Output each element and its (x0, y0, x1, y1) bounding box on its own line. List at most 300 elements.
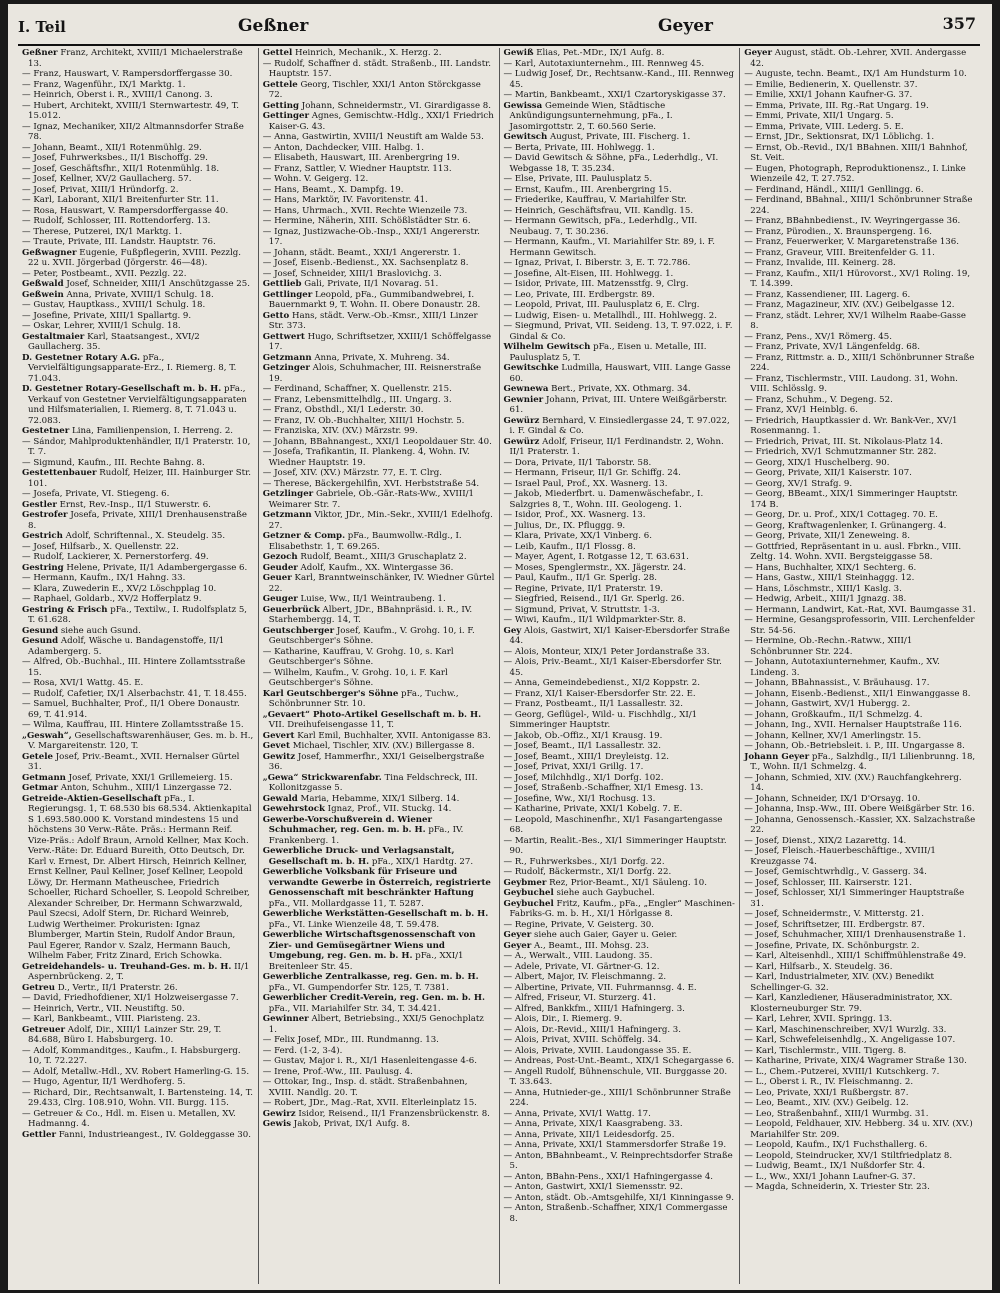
entry-text: — Rudolf, Bäckermstr., XI/1 Dorfg. 22. (503, 867, 672, 877)
directory-entry (744, 101, 976, 112)
entry-text: Alois, Gastwirt, XI/1 Kaiser-Ebersdorfer Straße 44. (509, 625, 730, 646)
entry-text: — Johann, Ing., XVII. Hernalser Hauptstraße 116. (744, 720, 962, 730)
entry-text: — Franz, Obsthdl., XI/1 Lederstr. 30. (262, 405, 424, 415)
entry-text: pFa., Baumwollw.-Rdlg., I. Elisabethstr. 1, T. 69.265. (268, 531, 462, 552)
directory-entry (263, 48, 495, 59)
directory-entry (744, 185, 976, 196)
entry-text: — Franz, Tischlermstr., VIII. Laudong. 31, Wohn. VIII. Schlösslg. 9. (744, 373, 958, 394)
directory-entry (744, 510, 976, 521)
directory-entry (744, 437, 976, 448)
directory-entry (744, 720, 976, 731)
directory-entry (744, 237, 976, 248)
entry-text: siehe auch Gaybuchel. (556, 888, 655, 898)
directory-entry (263, 279, 495, 290)
directory-entry (744, 132, 976, 143)
entry-text: pFa., VII. Mariahilfer Str. 34, T. 34.421. (268, 1003, 441, 1014)
directory-entry (504, 458, 736, 469)
entry-text: — Auguste, techn. Beamt., IX/1 Am Hundsturm 10. (744, 69, 967, 79)
directory-entry (22, 636, 254, 657)
directory-entry (504, 1130, 736, 1141)
entry-text: — Ferdinand, BBahnal., XIII/1 Schönbrunner Straße 224. (744, 195, 973, 216)
entry-text: — Karl, Industrialmeter, XIV. (XV.) Benedikt Schellinger-G. 32. (744, 972, 934, 993)
entry-name: Gewürz (503, 415, 540, 426)
directory-entry (744, 909, 976, 920)
directory-entry (22, 1025, 254, 1046)
entry-name: Gewis (262, 1119, 292, 1129)
entry-name: Gettlinger (262, 289, 313, 300)
directory-entry (22, 794, 254, 962)
entry-text: — Gottfried, Repräsentant in u. ausl. Fbrkn., VIII. Zeltg. 14. Wohn. XVII. Bergsteiggasse 58. (744, 541, 962, 562)
entry-text: — Johann, BBahnangest., XXI/1 Leopoldauer Str. 40. (262, 436, 492, 447)
entry-text: — Alfred, Friseur, VI. Sturzerg. 41. (503, 993, 656, 1003)
directory-entry (263, 552, 495, 563)
directory-entry (504, 1046, 736, 1057)
directory-entry (744, 1035, 976, 1046)
entry-text: VII. Dreihufeisengasse 11, T. (268, 720, 395, 730)
directory-entry (22, 584, 254, 595)
directory-entry (22, 90, 254, 101)
directory-entry (263, 174, 495, 185)
directory-entry (22, 594, 254, 605)
entry-text: — Heinrich, Geschäftsfrau, VII. Kandlg. 15. (503, 205, 694, 216)
entry-text: — Therese, Putzerei, IX/1 Marktg. 1. (22, 226, 183, 237)
entry-text: — Franz, Invalide, III. Keinerg. 28. (744, 258, 896, 268)
directory-entry (263, 972, 495, 993)
directory-entry (263, 132, 495, 143)
directory-entry (504, 899, 736, 920)
directory-entry (504, 857, 736, 868)
directory-entry (263, 710, 495, 731)
entry-text: Ignaz, Prof., VII. Stuckg. 14. (327, 804, 452, 814)
directory-entry (744, 122, 976, 133)
directory-entry (22, 279, 254, 290)
entry-text: — Hermann, Kaufm., IX/1 Hahng. 33. (22, 573, 186, 583)
directory-entry (22, 510, 254, 531)
entry-text: Eugenie, Fußpflegerin, XVIII. Pezzlg. 22 u. XVII. Jörgerbad (Jörgerstr. 46—48). (28, 247, 242, 268)
entry-text: Elias, Pet.-MDr., IX/1 Aufg. 8. (536, 48, 665, 58)
directory-entry (22, 962, 254, 983)
directory-entry (263, 689, 495, 710)
directory-entry (263, 752, 495, 773)
directory-entry (263, 1119, 495, 1130)
entry-text: — Franz, BBahnbedienst., IV. Weyringergasse 36. (744, 216, 961, 226)
entry-name: Getmar (22, 783, 58, 793)
entry-text: Anton, Schuhm., XIII/1 Linzergasse 72. (60, 783, 232, 793)
entry-text: — Alfred, Ob.-Buchhal., III. Hintere Zollamtsstraße 15. (22, 657, 246, 678)
entry-text: Tina Feldschreck, III. Kollonitzgasse 5. (268, 772, 478, 793)
entry-text: — Georg, Private, XII/1 Kaiserstr. 107. (744, 468, 912, 478)
entry-text: Josef, Private, XXI/1 Grillemeierg. 15. (68, 772, 233, 783)
entry-text: — Wilma, Kauffrau, III. Hintere Zollamtsstraße 15. (22, 720, 244, 730)
entry-text: Karl, Staatsangest., XVI/2 Gaullacherg. 35. (28, 331, 200, 352)
directory-entry (504, 1056, 736, 1067)
entry-text: Johann, Schneidermstr., VI. Girardigasse 8. (301, 100, 491, 111)
entry-name: Geßner (22, 48, 58, 58)
entry-text: — L., Ww., XXI/1 Johann Laufner-G. 37. (744, 1171, 916, 1182)
directory-entry (744, 521, 976, 532)
entry-text: — Karl, Lehrer, XVII. Springg. 13. (744, 1014, 893, 1024)
entry-text: — Franz, Hauswart, V. Rampersdorffergasse 30. (22, 69, 233, 79)
directory-entry (22, 69, 254, 80)
entry-text: — Else, Private, III. Paulusplatz 5. (503, 174, 653, 184)
directory-entry (263, 573, 495, 594)
entry-text: Jakob, Privat, IX/1 Aufg. 8. (293, 1119, 410, 1129)
entry-text: — Johann, Schmied, XIV. (XV.) Rauchfangkehrerg. 14. (744, 772, 962, 793)
entry-text: — Anna, Gemeindebedienst., XI/2 Koppstr. 2. (503, 678, 700, 688)
directory-entry (22, 248, 254, 269)
entry-text: — Karl, Hilfsarb., X. Steudelg. 36. (744, 961, 893, 972)
entry-name: Gestler (22, 499, 57, 510)
entry-text: — Irene, Prof.-Ww., III. Paulusg. 4. (262, 1066, 413, 1077)
entry-name: Gewerbliche Druck- und Verlagsanstalt, Gesellschaft m. b. H. (262, 846, 455, 867)
entry-text: — Alois, Monteur, XIX/1 Peter Jordanstraße 33. (503, 646, 710, 657)
entry-text: — Johanna, Genossensch.-Kassier, XX. Salzachstraße 22. (744, 814, 976, 835)
directory-entry (744, 731, 976, 742)
entry-text: — Siegmund, Privat, VII. Seideng. 13, T. 97.022, i. F. Gindal & Co. (503, 321, 733, 342)
directory-entry (22, 489, 254, 500)
directory-entry (22, 458, 254, 469)
entry-text: — Dora, Private, II/1 Taborstr. 58. (503, 457, 652, 468)
directory-entry (504, 741, 736, 752)
entry-name: Gesund (22, 625, 59, 636)
entry-text: — Anton, Dachdecker, VIII. Halbg. 1. (262, 142, 425, 153)
entry-text: Franz, Architekt, XVIII/1 Michaelerstraße 13. (28, 48, 243, 69)
directory-entry (744, 752, 976, 773)
entry-text: — Josef, Schriftsetzer, III. Erdbergstr. 87. (744, 919, 925, 930)
entry-text: — Jakob, Miederfbrt. u. Damenwäschefabr., I. Salzgries 8, T., Wohn. III. Geologeng. 1. (503, 489, 704, 510)
entry-text: — Anna, Private, XIX/1 Kaasgrabeng. 33. (503, 1119, 683, 1129)
entry-text: — Franz, Magazineur, XIV. (XV.) Geibelgasse 12. (744, 300, 955, 310)
page-number: 357 (942, 14, 976, 33)
entry-name: Gettele (262, 79, 298, 90)
section-label: I. Teil (18, 18, 66, 36)
entry-name: Geuer (262, 573, 292, 583)
entry-text: — Wohn. V. Geigerg. 12. (262, 174, 369, 184)
entry-text: August, städt. Ob.-Lehrer, XVII. Andergasse 42. (750, 48, 967, 69)
entry-text: Alois, Schuhmacher, III. Reisnerstraße 19. (268, 363, 482, 384)
entry-text: — Karl, Autotaxiunternehm., III. Rennweg 45. (503, 58, 705, 69)
directory-entry (504, 269, 736, 280)
directory-entry (263, 605, 495, 626)
directory-entry (22, 174, 254, 185)
directory-entry (22, 321, 254, 332)
directory-entry (22, 1046, 254, 1067)
entry-name: Gewerbe-Vorschußverein d. Wiener Schuhmacher, reg. Gen. m. b. H. (262, 814, 433, 835)
entry-text: — Georg, XIX/1 Huschelberg. 90. (744, 457, 890, 468)
directory-entry (22, 1077, 254, 1088)
entry-name: Geybmer (503, 877, 547, 888)
entry-text: — Karl, Laborant, XII/1 Breitenfurter Str. 11. (22, 195, 219, 205)
directory-entry (504, 731, 736, 742)
entry-text: pFa., Vervielfältigungsapparate-Erz., I. Riemerg. 8, T. 71.043. (28, 352, 237, 384)
entry-text: — Ignaz, Mechaniker, XII/2 Altmannsdorfer Straße 78. (22, 121, 244, 142)
directory-entry (263, 909, 495, 930)
entry-text: — Regine, Private, V. Geisterg. 30. (503, 919, 654, 930)
directory-entry (744, 1046, 976, 1057)
entry-text: — Georg, Private, XII/1 Zeneweing. 8. (744, 531, 910, 541)
directory-entry (263, 1014, 495, 1035)
directory-entry (744, 563, 976, 574)
entry-text: — Richard, Dir., Rechtsanwalt, I. Bartensteing. 14, T. 29.433, Clrg. 108.910, Wohn. VII. Burgg. 115. (22, 1087, 253, 1108)
entry-text: — Josef, Schuhmacher, XIII/1 Drenhausenstraße 1. (744, 930, 966, 940)
directory-entry (263, 447, 495, 468)
entry-text: — Ottokar, Ing., Insp. d. städt. Straßenbahnen, XVIII. Nandlg. 20. T. (262, 1077, 468, 1098)
entry-text: — Franz, Sattler, V. Wiedner Hauptstr. 113. (262, 163, 452, 174)
entry-text: — Ferdinand, Händl., XIII/1 Genllingg. 6. (744, 184, 924, 195)
entry-text: — Hermine, Gesangsprofessorin, VIII. Lerchenfelder Str. 54-56. (744, 615, 975, 636)
directory-entry (744, 227, 976, 238)
entry-text: — Ignaz, Justizwache-Ob.-Insp., XXI/1 Angererstr. 17. (262, 226, 480, 247)
directory-entry (744, 542, 976, 563)
directory-entry (744, 195, 976, 216)
entry-text: Karl, Branntweinschänker, IV. Wiedner Gürtel 22. (268, 573, 495, 594)
directory-entry (744, 1077, 976, 1088)
entry-text: Josef, Schneider, XIII/1 Anschützgasse 25. (66, 279, 250, 289)
entry-text: — Hans, Löschmstr., XIII/1 Kaslg. 3. (744, 583, 902, 594)
directory-entry (263, 206, 495, 217)
entry-text: — Josefa, Private, VI. Stiegeng. 6. (22, 489, 170, 499)
entry-name: Gezoch (262, 552, 298, 562)
directory-entry (263, 1109, 495, 1120)
directory-entry (744, 867, 976, 878)
entry-text: — Hermann, Friseur, II/1 Gr. Schiffg. 24. (503, 468, 681, 478)
entry-text: — Rudolf, Schlosser, III. Rottendorferg. 13. (22, 216, 211, 226)
entry-text: — Franz, IV. Ob.-Buchhalter, XIII/1 Hochstr. 5. (262, 415, 465, 426)
entry-name: Geutschberger (262, 625, 335, 636)
entry-text: — Ludwig Josef, Dr., Rechtsanw.-Kand., III. Rennweg 45. (503, 69, 734, 90)
directory-entry (504, 930, 736, 941)
entry-text: Hans, städt. Verw.-Ob.-Kmsr., XIII/1 Linzer Str. 373. (268, 310, 478, 331)
entry-name: Gettinger (262, 111, 310, 121)
entry-name: Getreidehandels- u. Treuhand-Ges. m. b. H. (22, 961, 232, 972)
entry-text: Isidor, Reisend., II/1 Franzensbrückenstr. 8. (298, 1108, 490, 1119)
directory-entry (263, 731, 495, 742)
entry-text: — Georg, Geflügel-, Wild- u. Fischhdlg., XI/1 Simmeringer Hauptstr. (503, 709, 698, 730)
entry-text: Rez, Prior-Beamt., XI/1 Säuleng. 10. (549, 877, 707, 888)
entry-text: — Josef, Beamt., II/1 Lassallestr. 32. (503, 741, 661, 751)
entry-text: — Rudolf, Schaffner d. städt. Straßenb., III. Landstr. Hauptstr. 157. (262, 58, 492, 79)
entry-text: — Georg, BBeamt., XIX/1 Simmeringer Hauptstr. 174 B. (744, 489, 958, 510)
directory-entry (504, 1035, 736, 1046)
entry-text: — Emma, Private, III. Rg.-Rat Ungarg. 19. (744, 100, 929, 111)
entry-text: — Alois, Privat, XVIII. Schöffelg. 34. (503, 1035, 662, 1045)
directory-entry (263, 489, 495, 510)
entry-text: — Adele, Private, VI. Gärtner-G. 12. (503, 961, 660, 972)
entry-text: Fanni, Industrieangest., IV. Goldeggasse 30. (58, 1129, 251, 1140)
directory-entry (744, 741, 976, 752)
directory-entry (504, 437, 736, 458)
directory-entry (504, 384, 736, 395)
entry-name: Karl Geutschberger's Söhne (262, 688, 399, 699)
directory-entry (504, 594, 736, 605)
entry-name: Gewerbliche Wirtschaftsgenossenschaft von Zier- und Gemüsegärtner Wiens und Umgebung, reg. Gen. m. b. H. (262, 930, 476, 961)
directory-entry (504, 48, 736, 59)
entry-name: Geybuchel (503, 898, 554, 909)
entry-name: Gestring & Frisch (22, 604, 108, 615)
directory-entry (744, 489, 976, 510)
entry-text: — Isidor, Private, III. Matzensstfg. 9, Clrg. (503, 279, 689, 289)
directory-entry (504, 206, 736, 217)
directory-entry (744, 657, 976, 678)
entry-name: Gewitsch (503, 132, 548, 142)
directory-entry (263, 269, 495, 280)
entry-name: Getting (262, 100, 300, 111)
directory-entry (504, 510, 736, 521)
entry-text: — Franz, XV/1 Heinblg. 6. (744, 405, 858, 415)
entry-text: — Israel Paul, Prof., XX. Wasnerg. 13. (503, 478, 668, 489)
entry-text: — Leo, Straßenbahnf., XIII/1 Wurmbg. 31. (744, 1108, 929, 1119)
directory-entry (22, 983, 254, 994)
entry-text: — Johanna, Insp.-Ww., III. Obere Weißgärber Str. 16. (744, 804, 975, 814)
directory-entry (263, 1077, 495, 1098)
directory-entry (504, 710, 736, 731)
entry-text: — Albertine, Private, VII. Fuhrmannsg. 4. E. (503, 982, 697, 993)
directory-entry (504, 542, 736, 553)
directory-entry (22, 468, 254, 489)
entry-text: — Hermann Gewitsch, pFa., Lederhdlg., VII. Neubaug. 7, T. 30.236. (503, 216, 698, 237)
directory-entry (22, 437, 254, 458)
entry-text: — Leib, Kaufm., II/1 Flossg. 8. (503, 541, 636, 552)
directory-entry (22, 1067, 254, 1078)
entry-text: Ludmilla, Hauswart, VIII. Lange Gasse 60. (509, 363, 731, 384)
directory-entry (504, 647, 736, 658)
entry-text: — Gustav, Major i. R., XI/1 Hasenleitengasse 4-6. (262, 1056, 477, 1066)
directory-entry (263, 290, 495, 311)
entry-text: Viktor, JDr., Min.-Sekr., XVIII/1 Edelhofg. 27. (268, 510, 493, 531)
directory-entry (263, 101, 495, 112)
entry-name: Geybuchel (503, 888, 554, 898)
entry-text: — Paul, Kaufm., II/1 Gr. Sperlg. 28. (503, 573, 658, 583)
directory-entry (504, 878, 736, 889)
entry-text: — Sigmund, Privat, V. Struttstr. 1-3. (503, 604, 660, 615)
entry-text: pFa., Salzhdlg., II/1 Lilienbrunng. 18, T., Wohn. II/1 Schmelzg. 4. (750, 751, 976, 772)
directory-entry (22, 1014, 254, 1025)
entry-text: — Josefine, Private, IX. Schönburgstr. 2. (744, 940, 920, 951)
entry-text: — Franz, Rittmstr. a. D., XIII/1 Schönbrunner Straße 224. (744, 352, 975, 373)
entry-text: — Martin, Bankbeamt., XXI/1 Czartoryskigasse 37. (503, 90, 726, 100)
directory-entry (504, 867, 736, 878)
directory-entry (504, 300, 736, 311)
entry-text: — Emmi, Private, XII/1 Ungarg. 5. (744, 111, 894, 121)
directory-page (8, 4, 992, 1290)
entry-text: — Raphael, Goldarb., XV/2 Hofferplatz 9. (22, 594, 202, 604)
directory-entry (744, 878, 976, 889)
directory-entry (22, 500, 254, 511)
entry-text: — Josef, Milchhdlg., XI/1 Dorfg. 102. (503, 772, 664, 783)
entry-text: Johann, Privat, III. Untere Weißgärberstr. 61. (509, 394, 728, 415)
directory-entry (263, 773, 495, 794)
directory-entry (263, 143, 495, 154)
entry-text: — Adolf, Metallw.-Hdl., XV. Robert Hamerling-G. 15. (22, 1066, 250, 1077)
entry-name: Gey (503, 625, 522, 636)
entry-text: — Klara, Zuwederin E., XV/2 Löschpplag 10. (22, 583, 217, 594)
entry-text: — Andreas, Post-Unt.-Beamt., XIX/1 Schegargasse 6. (503, 1056, 735, 1066)
entry-text: Gesellschaftswarenhäuser, Ges. m. b. H., V. Margareitenstr. 120, T. (28, 730, 254, 751)
directory-entry (263, 479, 495, 490)
entry-text: — Adolf, Kommanditges., Kaufm., I. Habsburgerg. 10, T. 72.227. (22, 1045, 241, 1066)
directory-entry (504, 783, 736, 794)
directory-entry (504, 90, 736, 101)
directory-entry (504, 237, 736, 258)
entry-text: D., Vertr., II/1 Praterstr. 26. (57, 982, 178, 993)
entry-text: — Josef, Kellner, XV/2 Gaullacherg. 57. (22, 174, 192, 184)
entry-text: — Franz, Lebensmittelhdlg., III. Ungarg. 3. (262, 394, 452, 405)
directory-entry (744, 531, 976, 542)
directory-entry (263, 216, 495, 227)
entry-text: — Johann, Eisenb.-Bedienst., XII/1 Einwanggasse 8. (744, 688, 971, 699)
directory-entry (22, 153, 254, 164)
directory-entry (22, 783, 254, 794)
directory-entry (22, 720, 254, 731)
directory-entry (22, 993, 254, 1004)
entry-text: pFa., IV. Frankenberg. 1. (268, 825, 464, 846)
entry-text: — Samuel, Buchhalter, Prof., II/1 Obere Donaustr. 69, T. 41.914. (22, 699, 240, 720)
entry-text: — Georg, Dr. u. Prof., XIX/1 Cottageg. 70. E. (744, 510, 938, 520)
entry-text: — Regine, Private, II/1 Praterstr. 19. (503, 583, 664, 594)
entry-text: — Karl, Bankbeamt., VIII. Piaristeng. 23. (22, 1014, 201, 1024)
entry-text: — Mayer, Agent, I. Rotgasse 12, T. 63.631. (503, 552, 689, 562)
entry-text: — L., Chem.-Putzerei, XVIII/1 Kutschkerg. 7. (744, 1066, 940, 1077)
directory-entry (504, 1014, 736, 1025)
directory-entry (504, 1172, 736, 1183)
directory-entry (22, 164, 254, 175)
entry-text: — Franz, Pens., XV/1 Römerg. 45. (744, 331, 892, 342)
entry-text: — Wilhelm, Kaufm., V. Grohg. 10, i. F. Karl Geutschberger's Söhne. (262, 667, 448, 688)
directory-entry (744, 962, 976, 973)
directory-entry (744, 1098, 976, 1109)
entry-text: — Josef, Schlosser, III. Kairserstr. 121. (744, 877, 912, 888)
directory-entry (504, 363, 736, 384)
directory-entry (263, 1035, 495, 1046)
entry-name: Gettel (262, 48, 293, 58)
entry-text: — Anton, BBahnbeamt., V. Reinprechtsdorfer Straße 5. (503, 1150, 733, 1171)
directory-entry (744, 48, 976, 69)
entry-text: — Alois, Dr.-Revid., XIII/1 Hafningerg. 3. (503, 1024, 681, 1035)
directory-entry (504, 563, 736, 574)
directory-entry (22, 80, 254, 91)
entry-text: — Johann, Gastwirt, XV/1 Hubergg. 2. (744, 699, 911, 709)
entry-text: — Josef, Geschäftsfhr., XII/1 Rotenmühlg. 18. (22, 163, 220, 174)
entry-text: — Anna, Gastwirtin, XVIII/1 Neustift am Walde 53. (262, 132, 484, 142)
entry-text: — Johann, Beamt., XII/1 Rotenmühlg. 29. (22, 142, 202, 153)
entry-text: — Karl, Maschinenschreiber, XV/1 Wurzlg. 33. (744, 1024, 947, 1035)
entry-text: pFa., XIX/1 Hardtg. 27. (371, 856, 474, 867)
directory-entry (504, 132, 736, 143)
directory-entry (22, 626, 254, 637)
entry-name: Geyer (744, 48, 773, 58)
entry-name: Getreide-Aktien-Gesellschaft (22, 793, 162, 804)
entry-text: — Rosa, XVI/1 Wattg. 45. E. (22, 678, 144, 688)
directory-entry (263, 468, 495, 479)
directory-entry (263, 195, 495, 206)
directory-entry (263, 1056, 495, 1067)
entry-text: — Anna, Private, XXI/1 Stammersdorfer Straße 19. (503, 1140, 727, 1150)
entry-name: Geyer (503, 930, 532, 940)
entry-text: — Eugen, Photograph, Reproduktionensz., I. Linke Wienzeile 42, T. 27.752. (744, 163, 966, 184)
entry-name: Gewerbliche Volksbank für Friseure und verwandte Gewerbe in Österreich, registrierte Genossenschaft mit beschränkter Haftung (262, 867, 491, 898)
directory-entry (263, 741, 495, 752)
entry-text: II/1 Aspernbrückeng. 2, T. (28, 961, 250, 982)
entry-text: — David, Friedhofdiener, XI/1 Holzweisergasse 7. (22, 993, 239, 1003)
directory-entry (744, 678, 976, 689)
directory-entry (744, 374, 976, 395)
directory-entry (22, 353, 254, 385)
directory-entry (263, 153, 495, 164)
entry-name: D. Gestetner Rotary A.G. (22, 352, 141, 363)
entry-text: — Friedrich, XV/1 Schmutzmanner Str. 282. (744, 447, 937, 457)
entry-name: Getzmann (262, 352, 312, 363)
entry-text: — Anton, städt. Ob.-Amtsgehilfe, XI/1 Kinningasse 9. (503, 1192, 734, 1203)
